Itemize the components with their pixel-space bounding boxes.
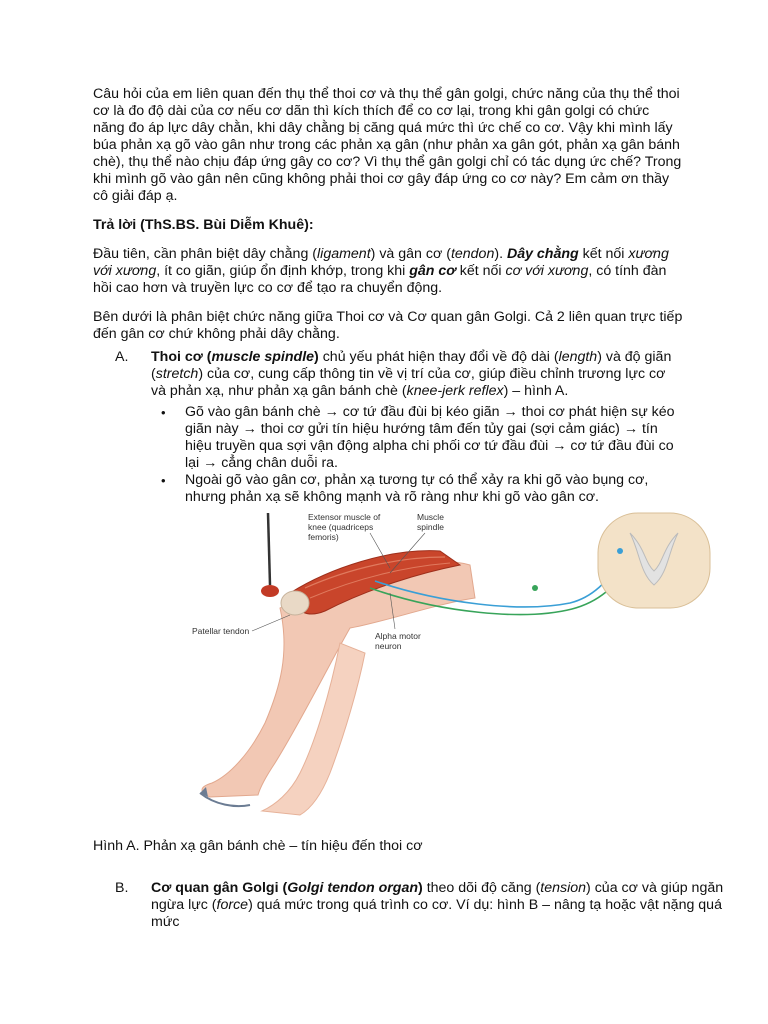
kneecap (281, 591, 309, 615)
section-b (93, 880, 731, 931)
list-item: • Ngoài gõ vào gân cơ, phản xạ tương tự có thể xảy ra khi gõ vào bụng cơ, nhưng phản xạ sẽ không mạnh và rõ ràng như khi gõ vào gân cơ. (161, 472, 649, 505)
svg-text:knee (quadriceps: knee (quadriceps (308, 522, 374, 532)
question-paragraph: Câu hỏi của em liên quan đến thụ thể thoi cơ và thụ thể gân golgi, chức năng của thụ thể thoi cơ là đo độ dài của cơ nếu cơ dãn thì kích thích để co cơ lại, trong khi gân golgi có chức năng đo áp lực dây chằn, khi dây chằng bị căng quá mức thì ức chế co cơ. Vậy khi mình lấy búa phản xạ gõ vào gân như trong các phản xạ gân (như phản xa gân gót, phản xạ gân bánh chè), thụ thể nào chịu đáp ứng gây co cơ? Vì thụ thể gân golgi chỉ có tác dụng ức chế? Trong khi mình gõ vào gân nên cũng không phải thoi cơ gây đáp ứng co cơ này? Em cảm ơn thầy cô giải đáp ạ. (93, 86, 682, 204)
label-patellar: Patellar tendon (192, 626, 250, 636)
section-a (93, 349, 683, 506)
reflex-hammer-head (261, 585, 279, 597)
svg-text:spindle: spindle (417, 522, 444, 532)
label-alpha: Alpha motor (375, 631, 421, 641)
answer-title: Trả lời (ThS.BS. Bùi Diễm Khuê): (93, 217, 314, 233)
intro-paragraph: Đầu tiên, cần phân biệt dây chằng (ligament) và gân cơ (tendon). Dây chằng kết nối xương với xương, ít co giãn, giúp ổn định khớp, trong khi gân cơ kết nối cơ với xương, có tính đàn hồi cao hơn và truyền lực co cơ để tạo ra chuyển động. (93, 246, 669, 296)
label-spindle: Muscle (417, 512, 444, 522)
document-body (93, 86, 683, 506)
section-a-bullets (151, 404, 683, 506)
list-item: • Gõ vào gân bánh chè → cơ tứ đầu đùi bị kéo giãn → thoi cơ phát hiện sự kéo giãn này → thoi cơ gửi tín hiệu hướng tâm đến tủy gai (sợi cảm giác) → tín hiệu truyền qua sợi vận động alpha chi phối cơ tứ đầu đùi → cơ tứ đầu đùi co lại → cẳng chân duỗi ra. (161, 404, 675, 471)
figure-a-knee-jerk-reflex (140, 493, 718, 823)
section-b-text: Cơ quan gân Golgi (Golgi tendon organ) theo dõi độ căng (tension) của cơ và giúp ngăn ngừa lực (force) quá mức trong quá trình co cơ. Ví dụ: hình B – nâng tạ hoặc vật nặng quá mức (151, 880, 724, 930)
section-a-text: Thoi cơ (muscle spindle) chủ yếu phát hiện thay đổi về độ dài (length) và độ giãn (stretch) của cơ, cung cấp thông tin về vị trí của cơ, giúp điều chỉnh trương lực cơ và phản xạ, như phản xạ gân bánh chè (knee-jerk reflex) – hình A. (151, 349, 672, 399)
bullet-icon: • (161, 405, 166, 420)
spinal-cord-section (598, 513, 710, 608)
svg-text:femoris): femoris) (308, 532, 339, 542)
knee-reflex-illustration (140, 493, 718, 823)
label-extensor: Extensor muscle of (308, 512, 381, 522)
svg-text:neuron: neuron (375, 641, 402, 651)
section-b-marker: B. (115, 880, 129, 896)
bullet-icon: • (161, 473, 166, 488)
comparison-paragraph: Bên dưới là phân biệt chức năng giữa Thoi cơ và Cơ quan gân Golgi. Cả 2 liên quan trực tiếp đến gân cơ chứ không phải dây chằng. (93, 309, 683, 342)
figure-a-caption: Hình A. Phản xạ gân bánh chè – tín hiệu đến thoi cơ (93, 838, 423, 854)
section-a-marker: A. (115, 349, 129, 365)
reflex-hammer-handle (268, 513, 270, 585)
